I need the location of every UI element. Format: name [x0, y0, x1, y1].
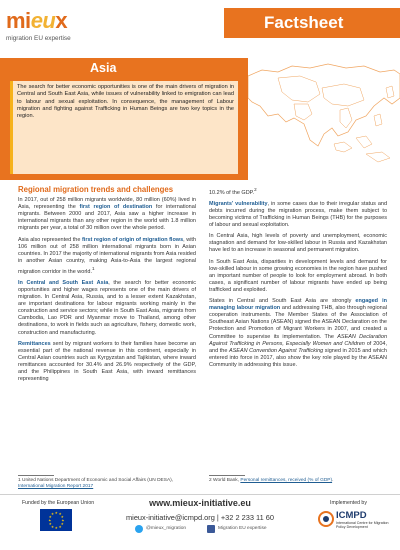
paragraph: Migrants' vulnerability, in some cases due to their irregular status and debts incurred during the migration process, make them subject to becoming victims of Trafficking in Human Beings (THB) for the purposes of labour and sexual exploitation. [209, 200, 387, 229]
svg-text:★: ★ [51, 512, 55, 516]
facebook-icon[interactable] [207, 525, 215, 533]
paragraph: In South East Asia, disparities in development levels and demand for low-skilled labour in some growing economies in the region have pushed an important number of people to look for employment abroad. In both cases, a significant number of labour migrants have ended up being trafficked and exploited. [209, 258, 387, 293]
funded-label: Funded by the European Union [22, 500, 95, 506]
icmpd-name: ICMPD [336, 510, 367, 521]
paragraph: Remittances sent by migrant workers to their families have become an essential part of the national revenue in this continent, especially in Central Asian countries such as Kyrgyzstan and Tajikistan, where inward remittances accounted for 30.4% and 26.9% respectively of the GDP, and the Philippines in South East Asia, with inward remittances representing [18, 340, 196, 383]
paragraph: In 2017, out of 258 million migrants worldwide, 80 million (60%) lived in Asia, representing the first region of destination for international migrants. Between 2000 and 2017, Asia saw a higher increase in international migrants than any other region in the world with 1.8 million migrants per year, a total of 30 million over the whole period. [18, 197, 196, 232]
page-title: Asia [90, 61, 117, 75]
logo-tagline: migration EU expertise [6, 35, 71, 42]
icmpd-logo [318, 509, 388, 533]
twitter-handle[interactable]: @mieux_migration [146, 526, 187, 531]
left-column [18, 186, 196, 387]
footnote-link[interactable]: Personal remittances, received (% of GDP) [240, 478, 333, 483]
twitter-icon[interactable] [135, 525, 143, 533]
svg-text:★: ★ [60, 522, 64, 526]
svg-text:★: ★ [48, 515, 52, 519]
footnote-2: 2 World Bank, Personal remittances, received (% of GDP). [209, 478, 334, 483]
mieux-logo [6, 8, 126, 48]
website-link[interactable]: www.mieux-initiative.eu [149, 498, 251, 508]
right-column [209, 186, 387, 373]
svg-text:★: ★ [54, 511, 58, 515]
paragraph: In Central Asia, high levels of poverty and unemployment, economic stagnation and demand for low-skilled labour in Russia and Kazakhstan have led to an increase in seasonal and permanent migration. [209, 233, 387, 254]
footnote-rule [209, 475, 245, 476]
title-band [0, 58, 400, 180]
icmpd-subtitle: International Centre for Migration Policy Development [336, 521, 389, 530]
implemented-label: Implemented by [330, 500, 367, 506]
svg-text:★: ★ [51, 524, 55, 529]
logo-wordmark: mieux [6, 8, 68, 33]
header [0, 0, 400, 62]
facebook-handle[interactable]: Migration EU expertise [218, 526, 267, 531]
svg-text:★: ★ [61, 518, 65, 523]
footnote-1: 1 United Nations Department of Economic and Social Affairs (UN DESA), International Migration Report 2017 [18, 478, 174, 489]
paragraph: States in Central and South East Asia are strongly engaged in managing labour migration and addressing THB, also through regional cooperation instruments. The Member States of the Association of Southeast Asian Nations (ASEAN) signed the ASEAN Declaration on the Protection and Promotion of Migrant Workers in 2007, and created a Committee to supervise its implementation. The ASEAN Declaration Against Trafficking in Persons, Especially Women and Children of 2004, and the ASEAN Convention Against Trafficking signed in 2015 and which entered into force in 2017, also show the key role played by the ASEAN Community in addressing this issue. [209, 298, 388, 368]
section-heading: Regional migration trends and challenges [18, 185, 174, 194]
paragraph: In Central and South East Asia, the search for better economic opportunities and higher wages represents one of the main drivers of migration. In Central Asia, Russia, and to a lesser extent Kazakhstan, are important destinations for labour migrants working mainly in the construction and service sectors; while in South East Asia, migrants from Cambodia, Lao PDR and Myanmar move to Thailand, among other destinations, to work in fields such as agriculture, fishery, domestic work, construction and manufacturing. [18, 279, 196, 336]
footnote-link[interactable]: International Migration Report 2017 [18, 484, 94, 489]
footnote-rule [18, 475, 54, 476]
factsheet-tab: Factsheet [224, 8, 400, 38]
paragraph: 10.2% of the GDP.$^2$ [209, 187, 257, 196]
asia-map [248, 58, 400, 180]
svg-text:★: ★ [48, 522, 52, 526]
contact-line: mieux-initiative@icmpd.org | +32 2 233 11 60 [126, 513, 274, 522]
map-icon [248, 58, 400, 180]
footer [0, 494, 400, 550]
svg-text:★: ★ [60, 515, 64, 519]
intro-box: The search for better economic opportunities is one of the main drivers of migration in Central and South East Asia, while issues of vulnerability linked to emigration can lead to labour and sexual exploitation. In consequence, the management of Labour migration and fighting against Trafficking in Human Beings are two key topics in the region. [10, 81, 238, 174]
svg-text:★: ★ [58, 512, 62, 516]
icmpd-icon [318, 511, 334, 527]
svg-text:★: ★ [48, 518, 52, 523]
paragraph: Asia also represented the first region of origin of migration flows, with 106 million out of 258 million international migrants born in Asian countries. In 2017 the majority of international migrants from Asia resided in another Asian country, making Asia-to-Asia the largest regional migration corridor in the world.$^1$ [18, 236, 197, 275]
svg-text:★: ★ [54, 525, 58, 530]
title-panel [0, 58, 248, 180]
svg-text:★: ★ [58, 524, 62, 529]
